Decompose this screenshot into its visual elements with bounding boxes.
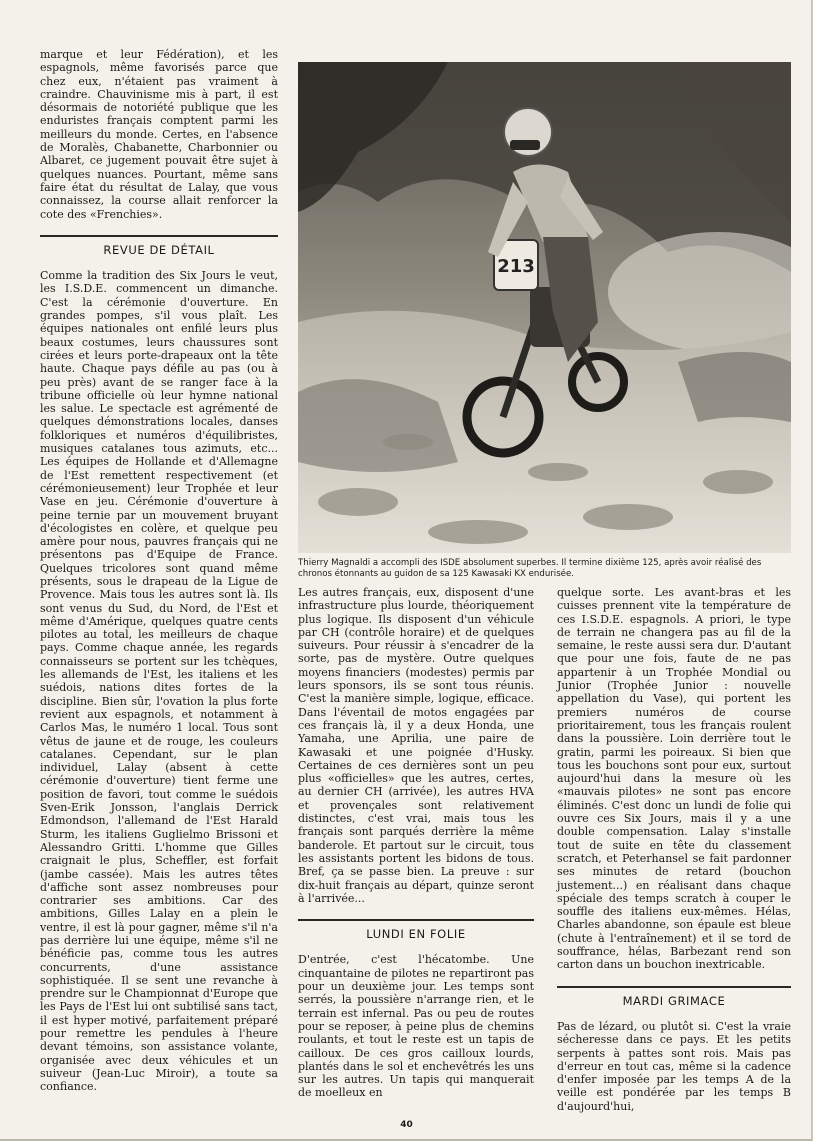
column-1-body: Comme la tradition des Six Jours le veut, les I.S.D.E. commencent un dimanche. C'est la cérémonie d'ouverture. En grandes pompes, s'il vous plaît. Les équipes nationales ont enfilé leurs plus beaux costumes, leurs chaussures sont cirées et leurs porte-drapeaux ont la tête haute. Chaque pays défile au pas (ou à peu près) avant de se ranger face à la tribune officielle où leur hymne national les salue. Le spectacle est agrémenté de quelques démonstrations locales, danses folkloriques et numéros d'équilibristes, musiques catalanes tous azimuts, etc... Les équipes de Hollande et d'Allemagne de l'Est remettent respectivement (et cérémonieusement) leur Trophée et leur Vase en jeu. Cérémonie d'ouverture à peine ternie par un mouvement bruyant d'écologistes en colère, et quelque peu amère pour nous, pauvres français qui ne présentons pas d'Equipe de France. Quelques tricolores sont quand même présents, sous le drapeau de la Ligue de Provence. Mais tous les autres sont là. Ils sont venus du Sud, du Nord, de l'Est et même d'Amérique, quelques quatre cents pilotes au total, les meilleurs de chaque pays. Comme chaque année, les regards connaisseurs se portent sur les tchèques, les allemands de l'Est, les italiens et les suédois, nations dites fortes de la discipline. Bien sûr, l'ovation la plus forte revient aux espagnols, et notamment à Carlos Mas, le numéro 1 local. Tous sont vêtus de jaune et de rouge, les couleurs catalanes. Cependant, sur le plan individuel, Lalay (absent à cette cérémonie d'ouverture) tient ferme une position de favori, tout comme le suédois Sven-Erik Jonsson, l'anglais Derrick Edmondson, l'allemand de l'Est Harald Sturm, les italiens Guglielmo Brissoni et Alessandro Gritti. L'homme que Gilles craignait le plus, Scheffler, est forfait (jambe cassée). Mais les autres têtes d'affiche sont assez nombreuses pour contrarier ses ambitions. Car des ambitions, Gilles Lalay en a plein le ventre, il est là pour gagner, même s'il n'a pas derrière lui une équipe, même s'il ne bénéficie pas, comme tous les autres concurrents, d'une assistance sophistiquée. Il se sent une revanche à prendre sur le Championnat d'Europe que les Pays de l'Est lui ont subtilisé sans tact, il est hyper motivé, parfaitement préparé pour remettre les pendules à l'heure devant témoins, son assistance volante, organisée avec deux véhicules et un suiveur (Jean-Luc Miroir), a toute sa confiance. bbox=[40, 269, 278, 1094]
column-3 bbox=[557, 586, 791, 1113]
section-heading-mardi-grimace: MARDI GRIMACE bbox=[557, 986, 791, 1008]
column-3-body: quelque sorte. Les avant-bras et les cuisses prennent vite la température de ces I.S.D.E. espagnols. A priori, le type de terrain ne changera pas au fil de la semaine, le reste aussi sera dur. D'autant que pour une fois, faute de ne pas appartenir à un Trophée Mondial ou Junior (Trophée Junior : nouvelle appellation du Vase), qui portent les premiers numéros de course prioritairement, tous les français roulent dans la poussière. Loin derrière tout le gratin, parmi les poireaux. Si bien que tous les bouchons sont pour eux, surtout aujourd'hui dans la mesure où les «mauvais pilotes» ne sont pas encore éliminés. C'est donc un lundi de folie qui ouvre ces Six Jours, mais il y a une double compensation. Lalay s'installe tout de suite en tête du classement scratch, et Peterhansel se fait pardonner ses minutes de retard (bouchon justement...) en réalisant dans chaque spéciale des temps scratch à couper le souffle des italiens eux-mêmes. Hélas, Charles abandonne, son épaule est bleue (chute à l'entraînement) et il se tord de souffrance, hélas, Barbezant rend son carton dans un bouchon inextricable. bbox=[557, 586, 791, 972]
page-number: 40 bbox=[400, 1120, 413, 1130]
column-1 bbox=[40, 48, 278, 1094]
section-heading-lundi-en-folie: LUNDI EN FOLIE bbox=[298, 919, 534, 941]
column-2-body-2: D'entrée, c'est l'hécatombe. Une cinquantaine de pilotes ne repartiront pas pour un deuxième jour. Les temps sont serrés, la poussière n'arrange rien, et le terrain est infernal. Pas ou peu de routes pour se reposer, à peine plus de chemins roulants, et tout le reste est un tapis de cailloux. De ces gros cailloux lourds, plantés dans le sol et enchevêtrés les uns sur les autres. Un tapis qui manquerait de moelleux en bbox=[298, 953, 534, 1100]
column-3-body-2: Pas de lézard, ou plutôt si. C'est la vraie sécheresse dans ce pays. Et les petits serpents à pattes sont rois. Mais pas d'erreur en tout cas, même si la cadence d'enfer imposée par les temps A de la veille est pondérée par les temps B d'aujourd'hui, bbox=[557, 1019, 791, 1113]
section-heading-revue-de-detail: REVUE DE DÉTAIL bbox=[40, 235, 278, 257]
article-photo bbox=[298, 62, 791, 553]
photo-caption: Thierry Magnaldi a accompli des ISDE absolument superbes. Il termine dixième 125, après avoir réalisé des chronos étonnants au guidon de sa 125 Kawasaki KX endurisée. bbox=[298, 558, 762, 579]
column-2 bbox=[298, 586, 534, 1100]
column-2-body: Les autres français, eux, disposent d'une infrastructure plus lourde, théoriquement plus logique. Ils disposent d'un véhicule par CH (contrôle horaire) et de quelques suiveurs. Pour réussir à s'encadrer de la sorte, pas de mystère. Outre quelques moyens financiers (modestes) permis par leurs sponsors, ils se sont tous réunis. C'est la manière simple, logique, efficace. Dans l'éventail de motos engagées par ces français là, il y a deux Honda, une Yamaha, une Aprilia, une paire de Kawasaki et une poignée d'Husky. Certaines de ces dernières sont un peu plus «officielles» que les autres, certes, au dernier CH (arrivée), les autres HVA et provençales sont relativement distinctes, c'est vrai, mais tous les français sont parqués derrière la même banderole. Et partout sur le circuit, tous les assistants portent les bidons de tous. Bref, ça se passe bien. La preuve : sur dix-huit français au départ, quinze seront à l'arrivée... bbox=[298, 586, 534, 905]
rider-number: 213 bbox=[497, 256, 535, 277]
column-1-intro: marque et leur Fédération), et les espagnols, même favorisés parce que chez eux, n'étaient pas vraiment à craindre. Chauvinisme mis à part, il est désormais de notoriété publique que les enduristes français comptent parmi les meilleurs du monde. Certes, en l'absence de Moralès, Chabanette, Charbonnier ou Albaret, ce jugement pouvait être sujet à quelques nuances. Pourtant, même sans faire état du résultat de Lalay, que vous connaissez, la course allait renforcer la cote des «Frenchies». bbox=[40, 48, 278, 221]
